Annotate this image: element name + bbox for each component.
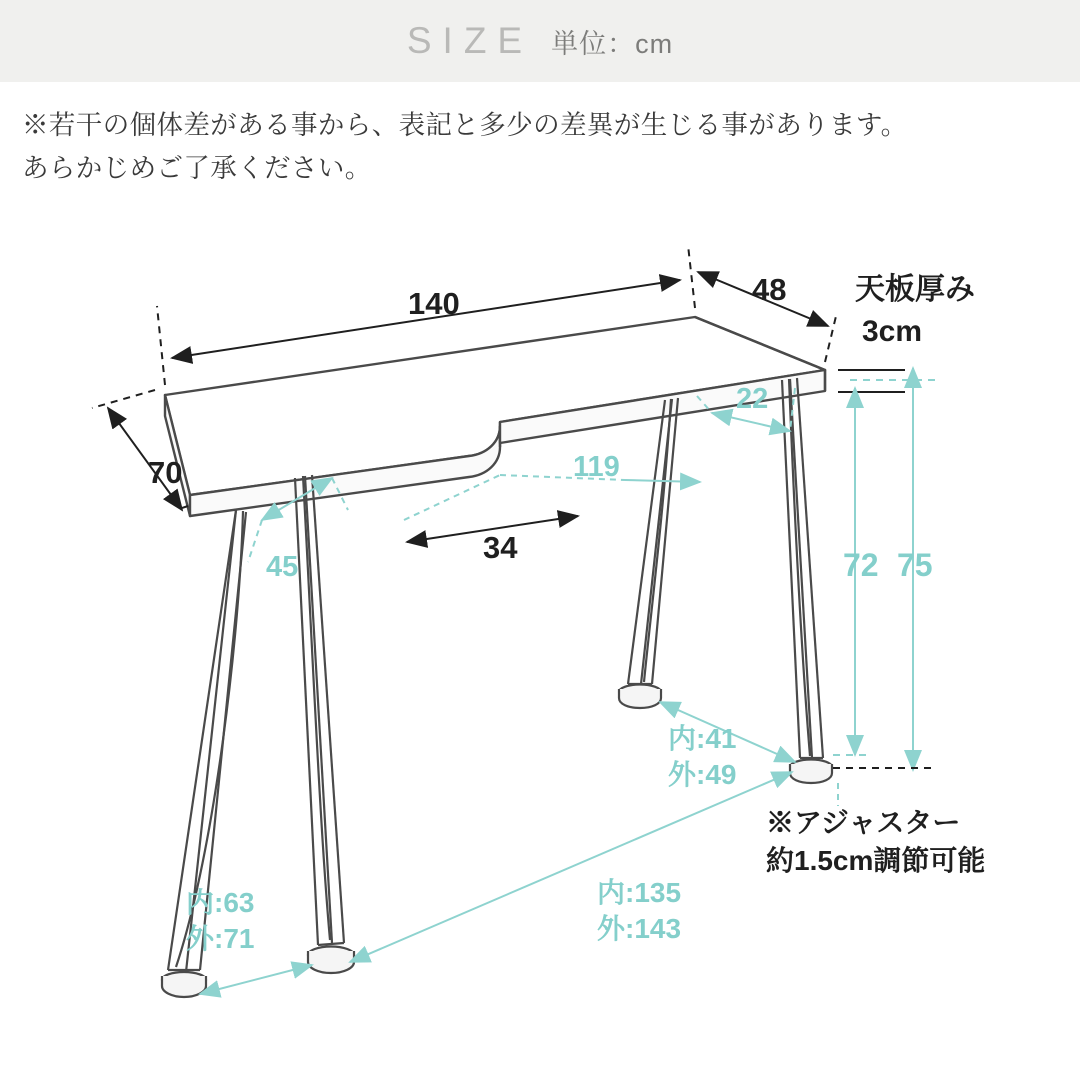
leg-center [628, 398, 678, 684]
label-foot-inner-63: 内:63 [186, 887, 255, 918]
label-adjuster-line1: ※アジャスター [766, 807, 961, 838]
leg-right [782, 378, 823, 758]
label-height-75: 75 [897, 547, 933, 583]
label-depth-48: 48 [752, 272, 787, 307]
label-foot-inner-135: 内:135 [597, 877, 682, 908]
header-band [0, 0, 1080, 82]
disclaimer-line-2: あらかじめご了承ください。 [22, 152, 372, 183]
label-foot-outer-143: 外:143 [597, 913, 682, 944]
label-top-thickness-line2: 3cm [862, 315, 923, 348]
label-depth-70: 70 [148, 455, 183, 490]
label-adjuster-line2: 約1.5cm調節可能 [766, 845, 986, 876]
leg-front-left-foot [162, 972, 206, 997]
leg-right-foot [790, 760, 832, 784]
leg-back-left [295, 475, 344, 945]
page-title: SIZE [406, 20, 534, 61]
label-foot-outer-71: 外:71 [186, 923, 255, 954]
label-height-72: 72 [843, 547, 879, 583]
label-inner-119: 119 [573, 451, 620, 483]
leg-center-foot [619, 685, 661, 709]
label-foot-inner-41: 内:41 [668, 723, 737, 754]
leg-back-left-foot [308, 947, 354, 974]
unit-label: 単位：cm [551, 28, 674, 59]
label-foot-outer-49: 外:49 [668, 759, 737, 790]
label-inner-34: 34 [483, 530, 518, 565]
desk-dimension-drawing [0, 210, 1080, 1080]
label-top-thickness-line1: 天板厚み [855, 273, 975, 306]
label-inner-22: 22 [736, 383, 769, 415]
label-inner-45: 45 [266, 551, 299, 583]
disclaimer-line-1: ※若干の個体差がある事から、表記と多少の差異が生じる事があります。 [22, 110, 908, 140]
disclaimer-note [22, 104, 1068, 190]
label-width-140: 140 [408, 286, 460, 321]
